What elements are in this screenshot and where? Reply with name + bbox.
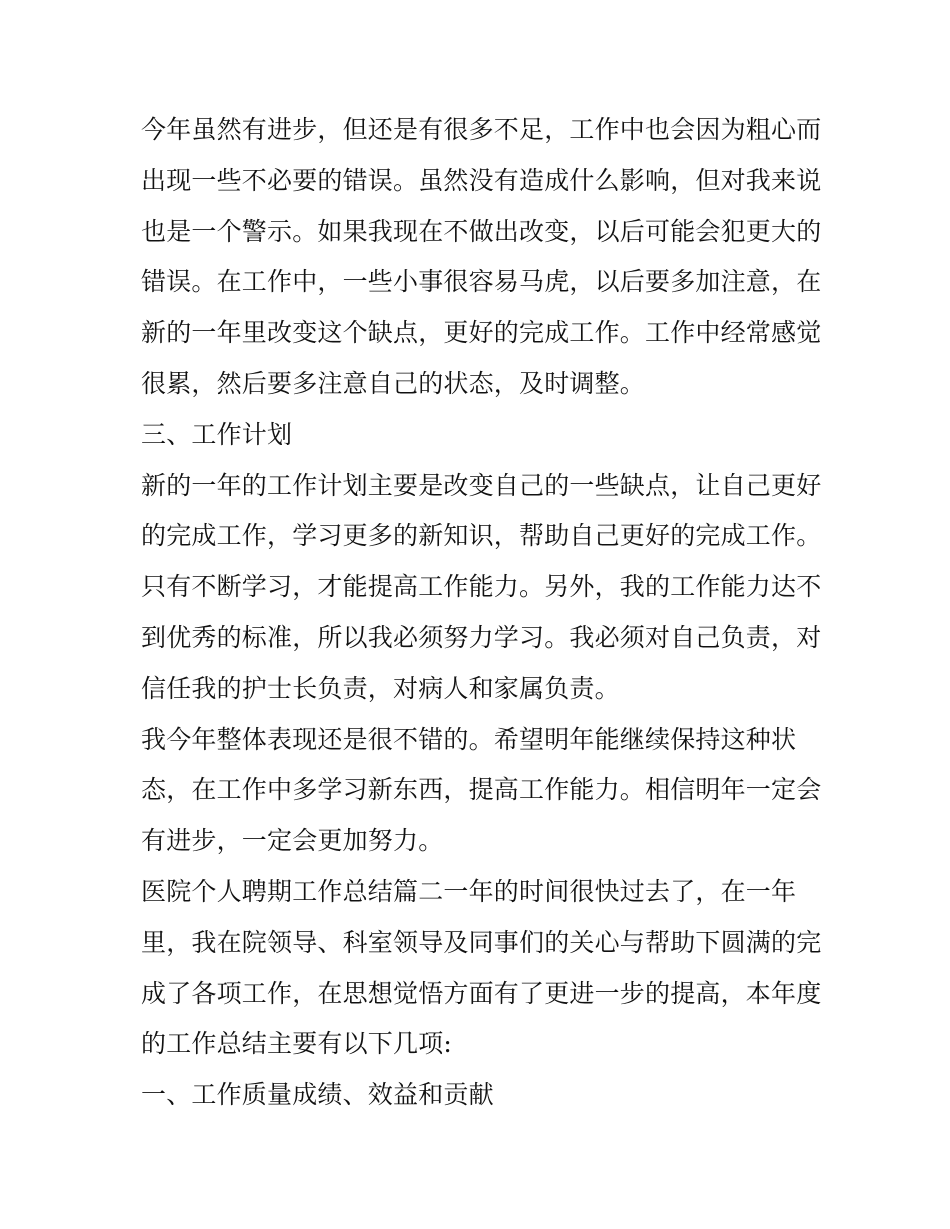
paragraph-line: 医院个人聘期工作总结篇二一年的时间很快过去了，在一年	[141, 876, 797, 906]
document-body	[141, 105, 822, 1121]
paragraph-line: 到优秀的标准，所以我必须努力学习。我必须对自己负责，对	[141, 622, 822, 652]
paragraph-line: 今年虽然有进步，但还是有很多不足，工作中也会因为粗心而	[141, 115, 822, 144]
paragraph-line: 新的一年里改变这个缺点，更好的完成工作。工作中经常感觉	[141, 318, 822, 348]
paragraph-line: 很累，然后要多注意自己的状态，及时调整。	[141, 368, 646, 398]
paragraph-line: 也是一个警示。如果我现在不做出改变，以后可能会犯更大的	[141, 216, 822, 246]
paragraph-line: 只有不断学习，才能提高工作能力。另外，我的工作能力达不	[141, 572, 822, 602]
paragraph-line: 里，我在院领导、科室领导及同事们的关心与帮助下圆满的完	[141, 927, 822, 957]
paragraph-line: 出现一些不必要的错误。虽然没有造成什么影响，但对我来说	[141, 165, 822, 195]
paragraph-line: 错误。在工作中，一些小事很容易马虎，以后要多加注意，在	[141, 267, 822, 297]
paragraph-line: 的工作总结主要有以下几项:	[141, 1029, 453, 1059]
paragraph-line: 有进步，一定会更加努力。	[141, 826, 444, 856]
section-heading: 一、工作质量成绩、效益和贡献	[141, 1080, 494, 1110]
paragraph-line: 信任我的护士长负责，对病人和家属负责。	[141, 673, 620, 703]
paragraph-line: 的完成工作，学习更多的新知识，帮助自己更好的完成工作。	[141, 521, 822, 551]
paragraph-line: 态，在工作中多学习新东西，提高工作能力。相信明年一定会	[141, 775, 822, 805]
paragraph-line: 新的一年的工作计划主要是改变自己的一些缺点，让自己更好	[141, 470, 822, 500]
paragraph-line: 我今年整体表现还是很不错的。希望明年能继续保持这种状	[141, 724, 797, 754]
section-heading: 三、工作计划	[141, 419, 293, 449]
paragraph-line: 成了各项工作，在思想觉悟方面有了更进一步的提高，本年度	[141, 978, 822, 1008]
